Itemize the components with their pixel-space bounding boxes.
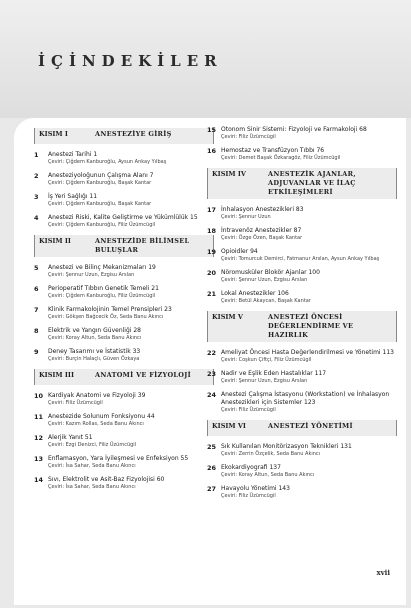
chapter-title: Enflamasyon, Yara İyileşmesi ve Enfeksiyon 55 [48,455,189,462]
chapter-title: İş Yeri Sağlığı 11 [48,193,98,200]
chapter-title: Perioperatif Tıbbın Genetik Temeli 21 [48,285,159,292]
chapter-number: 10 [34,392,44,400]
toc-entry[interactable] [34,413,214,428]
translator-credit: Çeviri: Şennur Uzun [221,214,271,220]
chapter-title: İntravenöz Anestezikler 87 [221,227,302,234]
chapter-title: Anestezi Çalışma İstasyonu (Workstation) ve İnhalasyon Anestezikleri için Sistemler 123 [221,391,390,406]
section-heading [34,235,214,257]
chapter-text [48,172,214,187]
translator-credit: Çeviri: Filiz Üzümcügil [221,493,276,499]
chapter-number: 25 [207,443,217,451]
toc-entry[interactable] [34,264,214,279]
translator-credit: Çeviri: Betül Akaycan, Başak Kantar [221,298,311,304]
chapter-text [48,327,214,342]
chapter-text [221,227,397,242]
section-heading [207,420,397,436]
section-number: KISIM IV [212,170,246,178]
chapter-text [221,485,397,500]
toc-entry[interactable] [207,147,397,162]
chapter-text [221,126,397,141]
chapter-number: 5 [34,264,39,272]
translator-credit: Çeviri: Gökşen Bağcecik Öz, Seda Banu Akıncı [48,314,164,320]
chapter-text [48,434,214,449]
chapter-text [221,269,397,284]
chapter-text [221,443,397,458]
page-number: xvii [376,568,390,577]
toc-entry[interactable] [34,151,214,166]
translator-credit: Çeviri: İsa Sahar, Seda Banu Akıncı [48,463,136,469]
chapter-text [221,391,397,414]
section-title: ANESTEZİK AJANLAR, ADJUVANLAR VE İLAÇ ETKİLEŞİMLERİ [268,170,356,196]
translator-credit: Çeviri: Filiz Üzümcügil [48,400,103,406]
translator-credit: Çeviri: Çiğdem Kanburoğlu, Başak Kantar [48,201,152,207]
translator-credit: Çeviri: Şennur Uzun, Ezgisu Arslan [48,272,135,278]
toc-entry[interactable] [34,327,214,342]
chapter-number: 19 [207,248,217,256]
section-number: KISIM III [39,371,75,379]
translator-credit: Çeviri: Çiğdem Kanburoğlu, Aysun Ankay Yılbaş [48,159,167,165]
page-title: İÇİNDEKİLER [38,52,223,70]
translator-credit: Çeviri: İsa Sahar, Seda Banu Akıncı [48,484,136,490]
chapter-number: 15 [207,126,217,134]
translator-credit: Çeviri: Şennur Uzun, Ezgisu Arslan [221,277,308,283]
section-number: KISIM I [39,130,68,138]
section-number: KISIM VI [212,422,246,430]
chapter-title: Hemostaz ve Transfüzyon Tıbbı 76 [221,147,325,154]
chapter-title: İnhalasyon Anestezikleri 83 [221,206,304,213]
toc-entry[interactable] [207,485,397,500]
toc-entry[interactable] [34,455,214,470]
translator-credit: Çeviri: Kazım Rollas, Seda Banu Akıncı [48,421,144,427]
section-heading [207,311,397,342]
section-title: ANESTEZİYE GİRİŞ [95,130,172,138]
toc-right-column [207,126,397,506]
chapter-text [221,370,397,385]
toc-entry[interactable] [34,392,214,407]
toc-entry[interactable] [207,248,397,263]
chapter-title: Lokal Anestezikler 106 [221,290,289,297]
toc-entry[interactable] [34,172,214,187]
chapter-title: Otonom Sinir Sistemi: Fizyoloji ve Farmakoloji 68 [221,126,367,133]
toc-entry[interactable] [207,349,397,364]
section-heading [34,128,214,144]
section-title: ANATOMİ VE FİZYOLOJİ [95,371,191,379]
section-title: ANESTEZİ YÖNETİMİ [268,422,353,430]
chapter-text [48,455,214,470]
translator-credit: Çeviri: Çiğdem Kanburoğlu, Filiz Üzümcügil [48,293,156,299]
chapter-title: Sıvı, Elektrolit ve Asit-Baz Fizyolojisi 60 [48,476,165,483]
chapter-text [48,214,214,229]
chapter-text [48,151,214,166]
chapter-number: 22 [207,349,217,357]
translator-credit: Çeviri: Koray Altun, Seda Banu Akıncı [48,335,142,341]
translator-credit: Çeviri: Çiğdem Kanburoğlu, Filiz Üzümcügil [48,222,156,228]
toc-entry[interactable] [34,476,214,491]
chapter-text [221,464,397,479]
chapter-number: 17 [207,206,217,214]
toc-entry[interactable] [207,269,397,284]
chapter-text [48,413,214,428]
chapter-title: Klinik Farmakolojinin Temel Prensipleri 23 [48,306,172,313]
translator-credit: Çeviri: Tomurcuk Demirci, Fatmanur Arslan, Aysun Ankay Yılbaş [221,256,380,262]
chapter-number: 23 [207,370,217,378]
section-heading [207,168,397,199]
chapter-title: Alerjik Yanıt 51 [48,434,93,441]
toc-page [14,118,406,605]
chapter-number: 26 [207,464,217,472]
chapter-number: 12 [34,434,44,442]
chapter-number: 24 [207,391,217,399]
section-number: KISIM V [212,313,243,321]
section-title: ANESTEZİDE BİLİMSEL BULUŞLAR [95,237,190,254]
chapter-number: 8 [34,327,39,335]
chapter-title: Nadir ve Eşlik Eden Hastalıklar 117 [221,370,327,377]
chapter-number: 14 [34,476,44,484]
chapter-title: Anestezi Riski, Kalite Geliştirme ve Yükümlülük 15 [48,214,198,221]
translator-credit: Çeviri: Çiğdem Kanburoğlu, Başak Kantar [48,180,152,186]
translator-credit: Çeviri: Ezgi Denizci, Filiz Üzümcügil [48,442,137,448]
chapter-text [48,306,214,321]
toc-entry[interactable] [207,370,397,385]
chapter-number: 4 [34,214,39,222]
toc-entry[interactable] [34,348,214,363]
chapter-title: Opioidler 94 [221,248,258,255]
chapter-text [221,248,397,263]
toc-left-column [34,126,214,497]
toc-entry[interactable] [207,464,397,479]
chapter-number: 2 [34,172,39,180]
chapter-title: Anestezi ve Bilinç Mekanizmaları 19 [48,264,156,271]
chapter-text [48,392,214,407]
chapter-title: Nöromusküler Blokör Ajanlar 100 [221,269,320,276]
chapter-number: 7 [34,306,39,314]
toc-entry[interactable] [34,193,214,208]
chapter-title: Anestezi Tarihi 1 [48,151,98,158]
chapter-title: Sık Kullanılan Monitörizasyon Teknikleri 131 [221,443,352,450]
translator-credit: Çeviri: Şennur Uzun, Ezgisu Arslan [221,378,308,384]
toc-entry[interactable] [34,214,214,229]
header-band [0,0,411,118]
translator-credit: Çeviri: Demet Başak Özkaragöz, Filiz Üzümcügil [221,155,341,161]
chapter-text [221,206,397,221]
chapter-title: Anesteziyoloğunun Çalışma Alanı 7 [48,172,154,179]
chapter-title: Ekokardiyografi 137 [221,464,281,471]
toc-entry[interactable] [34,285,214,300]
toc-entry[interactable] [207,391,397,414]
toc-entry[interactable] [207,443,397,458]
translator-credit: Çeviri: Zerrin Özçelik, Seda Banu Akıncı [221,451,321,457]
translator-credit: Çeviri: Filiz Üzümcügil [221,407,276,413]
chapter-number: 13 [34,455,44,463]
chapter-text [48,193,214,208]
chapter-number: 6 [34,285,39,293]
chapter-text [221,349,397,364]
chapter-number: 1 [34,151,39,159]
chapter-number: 27 [207,485,217,493]
chapter-title: Anestezide Solunum Fonksiyonu 44 [48,413,155,420]
toc-entry[interactable] [34,434,214,449]
chapter-text [48,285,214,300]
chapter-title: Elektrik ve Yangın Güvenliği 28 [48,327,141,334]
translator-credit: Çeviri: Burçin Halaçlı, Güven Özkaya [48,356,140,362]
toc-entry[interactable] [34,306,214,321]
chapter-number: 20 [207,269,217,277]
chapter-title: Deney Tasarımı ve İstatistik 33 [48,348,141,355]
translator-credit: Çeviri: Filiz Üzümcügil [221,134,276,140]
chapter-text [48,348,214,363]
translator-credit: Çeviri: Coşkun Çiftçi, Filiz Üzümcügil [221,357,312,363]
section-number: KISIM II [39,237,71,245]
chapter-number: 11 [34,413,44,421]
translator-credit: Çeviri: Koray Altun, Seda Banu Akıncı [221,472,315,478]
chapter-title: Kardiyak Anatomi ve Fizyoloji 39 [48,392,146,399]
section-heading [34,369,214,385]
chapter-text [48,476,214,491]
toc-entry[interactable] [207,206,397,221]
chapter-number: 9 [34,348,39,356]
toc-entry[interactable] [207,290,397,305]
chapter-number: 21 [207,290,217,298]
toc-entry[interactable] [207,227,397,242]
chapter-text [221,290,397,305]
chapter-title: Ameliyat Öncesi Hasta Değerlendirilmesi ve Yönetimi 113 [221,349,394,356]
chapter-text [221,147,397,162]
translator-credit: Çeviri: Özge Özen, Başak Kantar [221,235,303,241]
chapter-number: 18 [207,227,217,235]
chapter-number: 3 [34,193,39,201]
section-title: ANESTEZİ ÖNCESİ DEĞERLENDİRME VE HAZIRLIK [268,313,354,339]
chapter-number: 16 [207,147,217,155]
chapter-title: Havayolu Yönetimi 143 [221,485,290,492]
chapter-text [48,264,214,279]
toc-entry[interactable] [207,126,397,141]
